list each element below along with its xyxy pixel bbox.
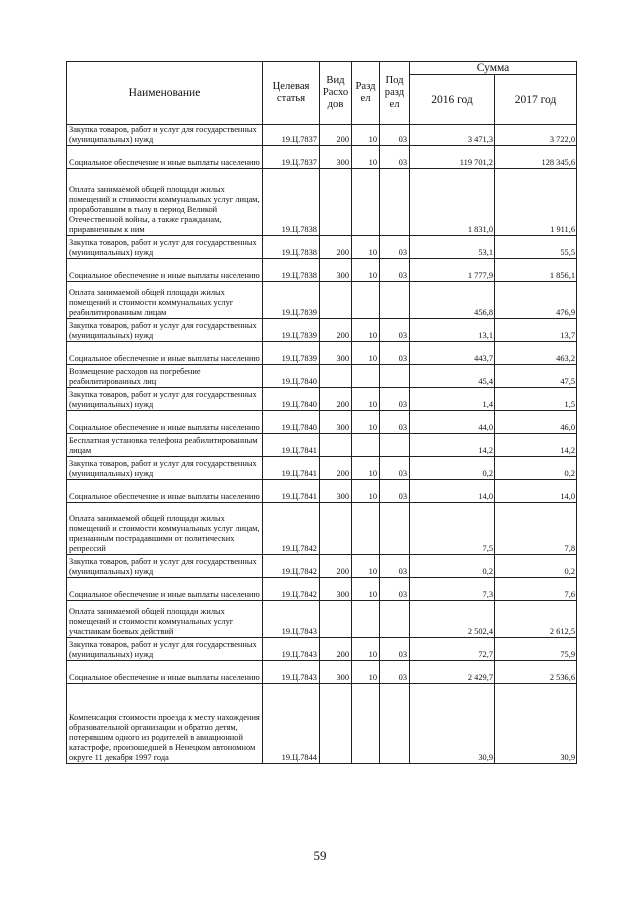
row-target: 19.Ц.7838 — [263, 169, 320, 236]
row-subsection: 03 — [380, 480, 410, 503]
row-sum-2016: 2 429,7 — [410, 661, 495, 684]
row-target: 19.Ц.7842 — [263, 578, 320, 601]
row-sum-2017: 1 911,6 — [495, 169, 577, 236]
row-sum-2017: 3 722,0 — [495, 125, 577, 146]
budget-table — [66, 61, 577, 764]
row-expense-type: 300 — [320, 578, 352, 601]
row-name: Оплата занимаемой общей площади жилых помещений и стоимости коммунальных услуг лицам, признанным пострадавшими от политических репрессий — [67, 503, 263, 555]
table-row — [67, 259, 577, 282]
row-subsection: 03 — [380, 411, 410, 434]
row-subsection: 03 — [380, 259, 410, 282]
row-name: Социальное обеспечение и иные выплаты населению — [67, 411, 263, 434]
row-expense-type — [320, 503, 352, 555]
header-section: Разд ел — [352, 62, 380, 125]
row-sum-2016: 14,0 — [410, 480, 495, 503]
row-name: Закупка товаров, работ и услуг для государственных (муниципальных) нужд — [67, 319, 263, 342]
row-subsection: 03 — [380, 555, 410, 578]
row-sum-2017: 2 536,6 — [495, 661, 577, 684]
row-target: 19.Ц.7840 — [263, 365, 320, 388]
row-sum-2017: 2 612,5 — [495, 601, 577, 638]
row-subsection: 03 — [380, 342, 410, 365]
row-target: 19.Ц.7837 — [263, 125, 320, 146]
row-target: 19.Ц.7842 — [263, 555, 320, 578]
table-row — [67, 365, 577, 388]
table-row — [67, 388, 577, 411]
row-sum-2016: 3 471,3 — [410, 125, 495, 146]
table-row — [67, 282, 577, 319]
row-section — [352, 684, 380, 764]
row-sum-2017: 0,2 — [495, 555, 577, 578]
header-year-2016: 2016 год — [410, 75, 495, 125]
table-row — [67, 125, 577, 146]
row-name: Социальное обеспечение и иные выплаты населению — [67, 661, 263, 684]
row-sum-2017: 128 345,6 — [495, 146, 577, 169]
table-row — [67, 434, 577, 457]
row-section: 10 — [352, 125, 380, 146]
row-sum-2016: 53,1 — [410, 236, 495, 259]
row-target: 19.Ц.7844 — [263, 684, 320, 764]
row-section: 10 — [352, 342, 380, 365]
row-section: 10 — [352, 388, 380, 411]
row-expense-type — [320, 434, 352, 457]
row-section — [352, 503, 380, 555]
row-target: 19.Ц.7841 — [263, 480, 320, 503]
row-expense-type: 200 — [320, 457, 352, 480]
row-subsection: 03 — [380, 125, 410, 146]
row-name: Закупка товаров, работ и услуг для государственных (муниципальных) нужд — [67, 555, 263, 578]
table-row — [67, 578, 577, 601]
row-sum-2016: 456,8 — [410, 282, 495, 319]
row-sum-2017: 30,9 — [495, 684, 577, 764]
table-row — [67, 411, 577, 434]
row-sum-2017: 46,0 — [495, 411, 577, 434]
table-row — [67, 480, 577, 503]
row-section — [352, 601, 380, 638]
row-section — [352, 282, 380, 319]
row-name: Оплата занимаемой общей площади жилых помещений и стоимости коммунальных услуг участникам боевых действий — [67, 601, 263, 638]
table-row — [67, 342, 577, 365]
row-sum-2016: 44,0 — [410, 411, 495, 434]
row-section: 10 — [352, 638, 380, 661]
row-sum-2016: 7,3 — [410, 578, 495, 601]
row-section: 10 — [352, 259, 380, 282]
row-expense-type: 200 — [320, 125, 352, 146]
row-section: 10 — [352, 578, 380, 601]
row-expense-type — [320, 601, 352, 638]
row-expense-type: 200 — [320, 638, 352, 661]
row-sum-2016: 45,4 — [410, 365, 495, 388]
row-sum-2016: 13,1 — [410, 319, 495, 342]
row-subsection: 03 — [380, 661, 410, 684]
row-sum-2017: 1,5 — [495, 388, 577, 411]
row-name: Социальное обеспечение и иные выплаты населению — [67, 342, 263, 365]
row-expense-type: 200 — [320, 236, 352, 259]
row-subsection: 03 — [380, 319, 410, 342]
row-subsection — [380, 503, 410, 555]
row-sum-2016: 7,5 — [410, 503, 495, 555]
row-name: Закупка товаров, работ и услуг для государственных (муниципальных) нужд — [67, 125, 263, 146]
row-subsection: 03 — [380, 638, 410, 661]
row-section: 10 — [352, 457, 380, 480]
row-sum-2016: 119 701,2 — [410, 146, 495, 169]
row-expense-type: 200 — [320, 555, 352, 578]
table-row — [67, 319, 577, 342]
row-name: Социальное обеспечение и иные выплаты населению — [67, 146, 263, 169]
row-sum-2017: 14,2 — [495, 434, 577, 457]
row-target: 19.Ц.7841 — [263, 434, 320, 457]
row-expense-type — [320, 169, 352, 236]
row-sum-2016: 1 777,9 — [410, 259, 495, 282]
row-subsection — [380, 684, 410, 764]
row-name: Закупка товаров, работ и услуг для государственных (муниципальных) нужд — [67, 638, 263, 661]
row-sum-2016: 1,4 — [410, 388, 495, 411]
row-target: 19.Ц.7839 — [263, 319, 320, 342]
row-sum-2017: 7,6 — [495, 578, 577, 601]
row-sum-2017: 14,0 — [495, 480, 577, 503]
row-target: 19.Ц.7837 — [263, 146, 320, 169]
row-sum-2016: 2 502,4 — [410, 601, 495, 638]
table-row — [67, 661, 577, 684]
row-name: Закупка товаров, работ и услуг для государственных (муниципальных) нужд — [67, 388, 263, 411]
row-sum-2017: 75,9 — [495, 638, 577, 661]
row-section: 10 — [352, 236, 380, 259]
row-subsection: 03 — [380, 578, 410, 601]
header-subsection: Под разд ел — [380, 62, 410, 125]
row-expense-type: 300 — [320, 661, 352, 684]
row-sum-2017: 55,5 — [495, 236, 577, 259]
row-section — [352, 169, 380, 236]
header-row-1 — [67, 62, 577, 75]
row-expense-type: 200 — [320, 388, 352, 411]
row-target: 19.Ц.7842 — [263, 503, 320, 555]
row-sum-2016: 14,2 — [410, 434, 495, 457]
table-row — [67, 457, 577, 480]
row-sum-2016: 0,2 — [410, 555, 495, 578]
row-target: 19.Ц.7843 — [263, 638, 320, 661]
row-sum-2016: 1 831,0 — [410, 169, 495, 236]
row-sum-2016: 30,9 — [410, 684, 495, 764]
row-target: 19.Ц.7840 — [263, 411, 320, 434]
row-subsection — [380, 434, 410, 457]
row-name: Компенсация стоимости проезда к месту нахождения образовательной организации и обратно детям, потерявшим одного из родителей в авиационной катастрофе, произошедшей в Ненецком автономном округе 11 декабря 1997 года — [67, 684, 263, 764]
row-sum-2017: 13,7 — [495, 319, 577, 342]
page-number: 59 — [313, 848, 327, 863]
row-subsection: 03 — [380, 457, 410, 480]
row-sum-2017: 7,8 — [495, 503, 577, 555]
row-section — [352, 365, 380, 388]
table-row — [67, 169, 577, 236]
row-name: Социальное обеспечение и иные выплаты населению — [67, 578, 263, 601]
row-sum-2017: 47,5 — [495, 365, 577, 388]
row-expense-type — [320, 282, 352, 319]
header-expense-type: Вид Расхо дов — [320, 62, 352, 125]
row-sum-2017: 1 856,1 — [495, 259, 577, 282]
header-sum: Сумма — [410, 62, 577, 75]
row-sum-2016: 443,7 — [410, 342, 495, 365]
table-row — [67, 503, 577, 555]
table-row — [67, 146, 577, 169]
row-sum-2017: 463,2 — [495, 342, 577, 365]
row-expense-type: 200 — [320, 319, 352, 342]
table-row — [67, 684, 577, 764]
table-row — [67, 236, 577, 259]
header-name: Наименование — [67, 62, 263, 125]
row-target: 19.Ц.7838 — [263, 236, 320, 259]
row-name: Оплата занимаемой общей площади жилых помещений и стоимости коммунальных услуг лицам, проработавшим в тылу в период Великой Отечественной войны, а также гражданам, приравненным к ним — [67, 169, 263, 236]
table-row — [67, 555, 577, 578]
row-section: 10 — [352, 411, 380, 434]
row-subsection: 03 — [380, 236, 410, 259]
row-section: 10 — [352, 480, 380, 503]
row-expense-type: 300 — [320, 146, 352, 169]
row-name: Закупка товаров, работ и услуг для государственных (муниципальных) нужд — [67, 457, 263, 480]
row-expense-type — [320, 365, 352, 388]
row-target: 19.Ц.7839 — [263, 342, 320, 365]
table-row — [67, 638, 577, 661]
budget-table-container — [66, 61, 576, 764]
row-sum-2017: 476,9 — [495, 282, 577, 319]
row-target: 19.Ц.7841 — [263, 457, 320, 480]
row-target: 19.Ц.7838 — [263, 259, 320, 282]
row-section: 10 — [352, 319, 380, 342]
row-sum-2016: 72,7 — [410, 638, 495, 661]
row-target: 19.Ц.7843 — [263, 661, 320, 684]
row-name: Социальное обеспечение и иные выплаты населению — [67, 480, 263, 503]
row-target: 19.Ц.7840 — [263, 388, 320, 411]
row-subsection — [380, 601, 410, 638]
header-year-2017: 2017 год — [495, 75, 577, 125]
row-name: Возмещение расходов на погребение реабилитированных лиц — [67, 365, 263, 388]
row-sum-2016: 0,2 — [410, 457, 495, 480]
row-name: Бесплатная установка телефона реабилитированным лицам — [67, 434, 263, 457]
row-section: 10 — [352, 661, 380, 684]
table-row — [67, 601, 577, 638]
row-subsection — [380, 169, 410, 236]
row-section: 10 — [352, 555, 380, 578]
header-target: Целевая статья — [263, 62, 320, 125]
row-subsection — [380, 282, 410, 319]
row-expense-type: 300 — [320, 480, 352, 503]
row-section — [352, 434, 380, 457]
row-name: Социальное обеспечение и иные выплаты населению — [67, 259, 263, 282]
row-sum-2017: 0,2 — [495, 457, 577, 480]
row-target: 19.Ц.7843 — [263, 601, 320, 638]
row-expense-type — [320, 684, 352, 764]
row-subsection: 03 — [380, 146, 410, 169]
row-subsection: 03 — [380, 388, 410, 411]
row-name: Закупка товаров, работ и услуг для государственных (муниципальных) нужд — [67, 236, 263, 259]
row-name: Оплата занимаемой общей площади жилых помещений и стоимости коммунальных услуг реабилитированным лицам — [67, 282, 263, 319]
row-target: 19.Ц.7839 — [263, 282, 320, 319]
row-section: 10 — [352, 146, 380, 169]
row-expense-type: 300 — [320, 342, 352, 365]
row-subsection — [380, 365, 410, 388]
row-expense-type: 300 — [320, 259, 352, 282]
row-expense-type: 300 — [320, 411, 352, 434]
table-body — [67, 125, 577, 764]
